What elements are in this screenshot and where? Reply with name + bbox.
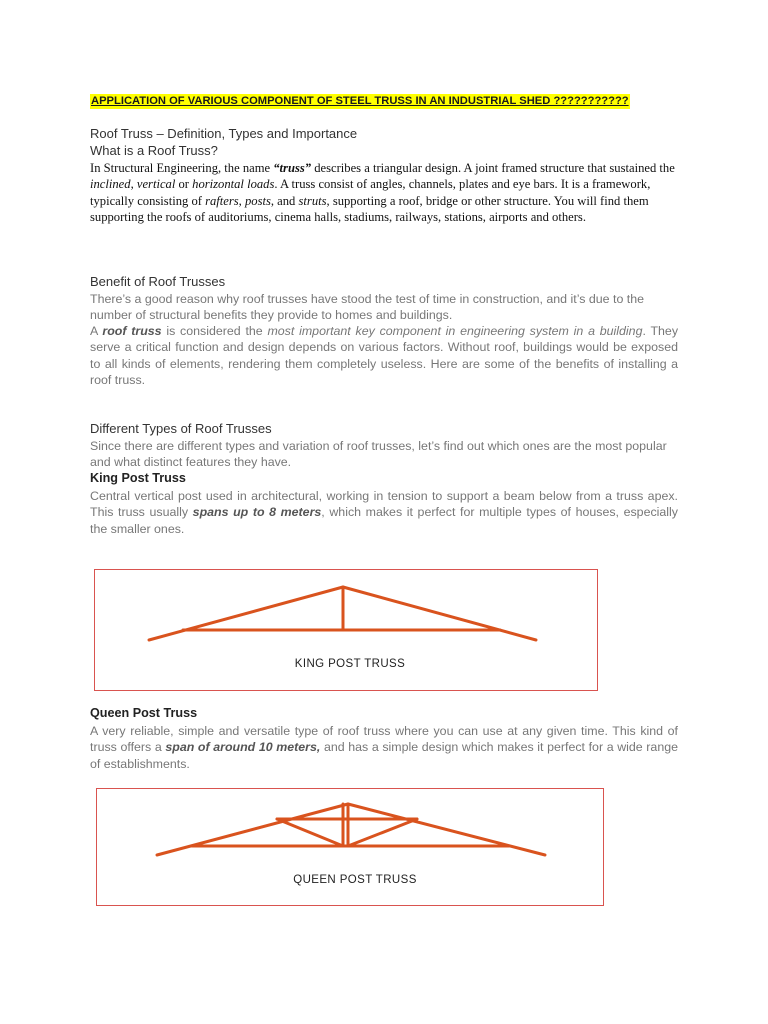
key-component-phrase: most important key component in engineering system in a building — [267, 324, 643, 338]
text-run: In Structural Engineering, the name — [90, 161, 274, 175]
text-run: Central vertical post used in architectural, working in tension to support a beam below from a truss apex. This truss usually — [90, 489, 678, 520]
benefits-paragraph-1: There’s a good reason why roof trusses have stood the test of time in construction, and it’s due to the number of structural benefits they provide to homes and buildings. — [90, 292, 644, 323]
span-8m-phrase: spans up to 8 meters — [192, 505, 322, 520]
section-title-types: Different Types of Roof Trusses — [90, 421, 272, 436]
king-post-title: King Post Truss — [90, 471, 186, 485]
vertical-term: vertical — [136, 177, 176, 192]
left-rafter — [149, 587, 343, 640]
posts-term: posts — [244, 193, 271, 208]
text-run: , which makes it perfect for multiple types of houses, especially the smaller ones. — [90, 505, 679, 536]
text-run: . They serve a critical function and design depends on various factors. Without roof, buildings would be exposed to all kinds of elements, rendering them completely useless. Here are some of the benefits of installing a roof truss. — [90, 324, 679, 387]
benefits-paragraph-2 — [90, 323, 678, 388]
right-rafter — [343, 587, 536, 640]
text-run: or — [175, 177, 193, 192]
definition-paragraph — [90, 160, 680, 225]
text-run: A very reliable, simple and versatile type of roof truss where you can use at any given time. This kind of truss offers a — [90, 724, 678, 755]
queen-post-paragraph — [90, 723, 678, 772]
text-run: , — [130, 177, 137, 192]
queen-post-truss-diagram — [97, 789, 603, 905]
king-post-truss-label: KING POST TRUSS — [294, 658, 406, 670]
text-run: . A truss consist of angles, channels, plates and eye bars. It is a framework, typically consisting of — [90, 177, 651, 208]
king-post-truss-diagram — [95, 570, 597, 690]
king-post-truss-figure — [94, 569, 598, 691]
text-run: is considered the — [161, 324, 268, 338]
text-run: describes a triangular design. A joint framed structure that sustained the — [311, 161, 675, 175]
span-10m-phrase: span of around 10 meters, — [165, 740, 321, 755]
roof-truss-term: roof truss — [102, 324, 162, 338]
text-run: A — [90, 324, 103, 338]
king-post-paragraph — [90, 488, 678, 537]
rafters-term: rafters — [205, 193, 239, 208]
text-run: and has a simple design which makes it perfect for a wide range of establishments. — [90, 740, 678, 771]
queen-post-truss-label: QUEEN POST TRUSS — [293, 874, 417, 886]
right-strut — [348, 819, 417, 846]
text-run: , supporting a roof, bridge or other structure. You will find them supporting the roofs of auditoriums, cinema halls, stadiums, railways, stations, airports and others. — [90, 193, 649, 224]
left-strut — [277, 819, 343, 846]
text-run: , and — [270, 193, 299, 208]
truss-term: “truss” — [273, 161, 312, 175]
horizontal-loads-term: horizontal loads — [192, 177, 275, 192]
queen-post-truss-figure — [96, 788, 604, 906]
inclined-term: inclined — [90, 177, 131, 192]
document-heading: APPLICATION OF VARIOUS COMPONENT OF STEEL TRUSS IN AN INDUSTRIAL SHED ??????????? — [91, 95, 629, 107]
section-title-definition: Roof Truss – Definition, Types and Importance — [90, 126, 358, 141]
question-what-is-roof-truss: What is a Roof Truss? — [90, 143, 218, 158]
text-run: , — [238, 193, 245, 208]
struts-term: struts — [298, 193, 327, 208]
types-paragraph: Since there are different types and variation of roof trusses, let’s find out which ones are the most popular and what distinct features they have. — [90, 439, 667, 470]
queen-post-title: Queen Post Truss — [90, 706, 198, 720]
section-title-benefits: Benefit of Roof Trusses — [90, 274, 226, 289]
